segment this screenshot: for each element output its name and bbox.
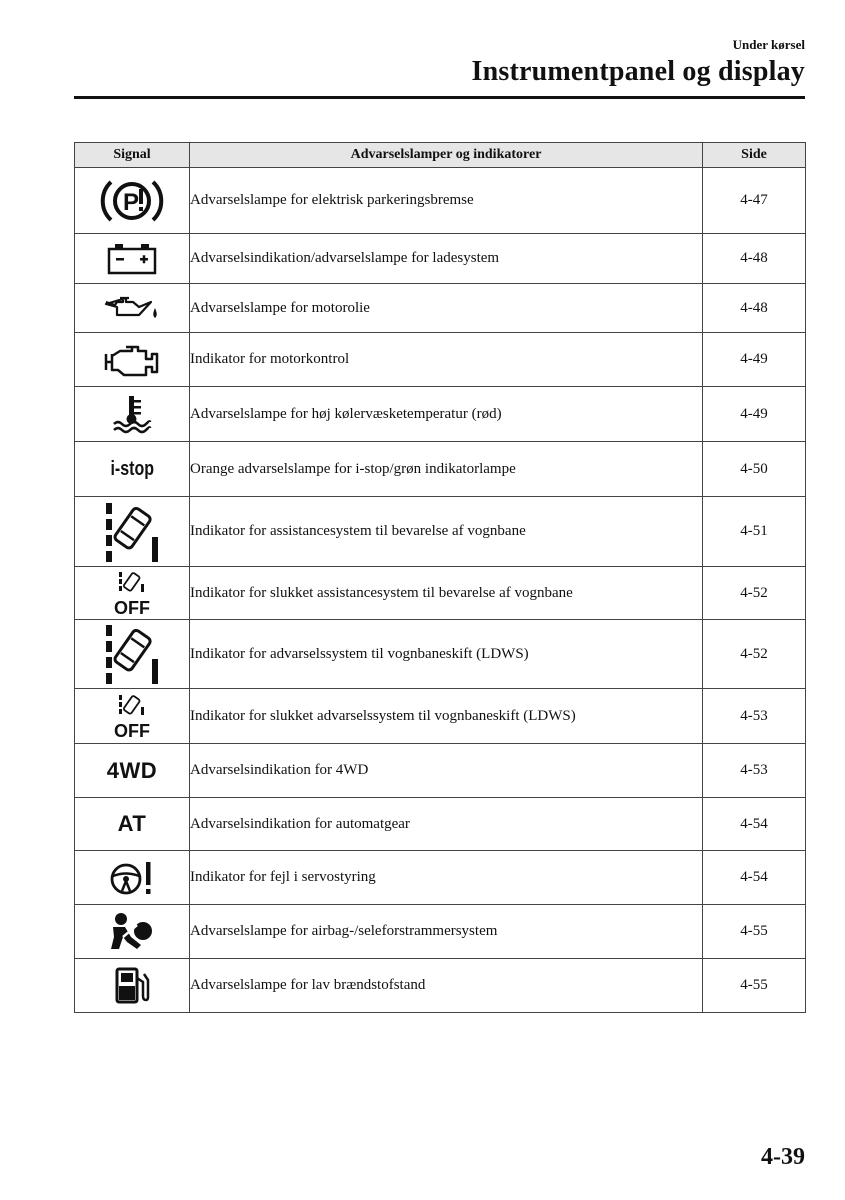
table-row — [75, 689, 806, 744]
signal-cell — [75, 497, 190, 567]
column-header-signal: Signal — [75, 143, 190, 168]
page-cell: 4-53 — [703, 744, 806, 798]
page-cell: 4-55 — [703, 905, 806, 959]
page-cell: 4-48 — [703, 284, 806, 333]
check-engine-icon — [102, 342, 162, 378]
column-header-description: Advarselslamper og indikatorer — [190, 143, 703, 168]
description-cell: Advarselsindikation for 4WD — [190, 744, 703, 798]
description-cell: Advarselsindikation for automatgear — [190, 798, 703, 851]
description-cell: Indikator for fejl i servostyring — [190, 851, 703, 905]
description-cell: Indikator for assistancesystem til bevarelse af vognbane — [190, 497, 703, 567]
signal-cell — [75, 798, 190, 851]
coolant-temperature-icon — [110, 394, 154, 434]
page-cell: 4-49 — [703, 387, 806, 442]
signal-cell — [75, 333, 190, 387]
page-cell: 4-52 — [703, 620, 806, 689]
page-cell: 4-51 — [703, 497, 806, 567]
signal-table — [74, 142, 806, 1013]
signal-cell — [75, 442, 190, 497]
description-cell: Advarselslampe for lav brændstofstand — [190, 959, 703, 1013]
lane-keep-assist-off-icon — [112, 570, 152, 616]
airbag-icon — [107, 911, 157, 953]
table-row — [75, 387, 806, 442]
signal-cell — [75, 567, 190, 620]
signal-cell — [75, 905, 190, 959]
description-cell: Indikator for slukket assistancesystem til bevarelse af vognbane — [190, 567, 703, 620]
table-row — [75, 905, 806, 959]
page-cell: 4-53 — [703, 689, 806, 744]
table-row — [75, 567, 806, 620]
table-header-row — [75, 143, 806, 168]
page-cell: 4-50 — [703, 442, 806, 497]
page-cell: 4-54 — [703, 851, 806, 905]
description-cell: Advarselslampe for elektrisk parkeringsbremse — [190, 168, 703, 234]
description-cell: Advarselslampe for airbag-/seleforstrammersystem — [190, 905, 703, 959]
svg-text:OFF: OFF — [114, 598, 150, 616]
table-row — [75, 234, 806, 284]
i-stop-icon: i-stop — [110, 457, 154, 480]
description-cell: Advarselslampe for høj kølervæsketemperatur (rød) — [190, 387, 703, 442]
page-cell: 4-52 — [703, 567, 806, 620]
svg-text:P: P — [123, 188, 140, 216]
signal-cell — [75, 234, 190, 284]
table-row — [75, 497, 806, 567]
description-cell: Indikator for slukket advarselssystem til vognbaneskift (LDWS) — [190, 689, 703, 744]
table-row — [75, 333, 806, 387]
table-row — [75, 744, 806, 798]
signal-cell — [75, 620, 190, 689]
at-icon: AT — [117, 811, 147, 836]
signal-cell — [75, 689, 190, 744]
description-cell: Orange advarselslampe for i-stop/grøn indikatorlampe — [190, 442, 703, 497]
lane-keep-assist-icon — [103, 501, 161, 563]
table-row — [75, 959, 806, 1013]
parking-brake-warning-icon — [97, 174, 167, 228]
page-cell: 4-48 — [703, 234, 806, 284]
table-row — [75, 284, 806, 333]
signal-cell — [75, 959, 190, 1013]
column-header-page: Side — [703, 143, 806, 168]
signal-cell — [75, 168, 190, 234]
4wd-icon: 4WD — [106, 757, 158, 783]
oil-can-icon — [103, 293, 161, 323]
power-steering-warning-icon — [108, 859, 156, 897]
description-cell: Indikator for advarselssystem til vognbaneskift (LDWS) — [190, 620, 703, 689]
description-cell: Indikator for motorkontrol — [190, 333, 703, 387]
table-row — [75, 798, 806, 851]
fuel-pump-icon — [112, 966, 152, 1006]
table-row — [75, 851, 806, 905]
svg-text:OFF: OFF — [114, 721, 150, 739]
signal-cell — [75, 284, 190, 333]
page-title: Instrumentpanel og display — [471, 56, 805, 87]
page-cell: 4-55 — [703, 959, 806, 1013]
page-number: 4-39 — [761, 1144, 805, 1170]
battery-charging-icon — [106, 242, 158, 276]
table-row — [75, 442, 806, 497]
page-cell: 4-54 — [703, 798, 806, 851]
table-row — [75, 620, 806, 689]
page-cell: 4-49 — [703, 333, 806, 387]
description-cell: Advarselsindikation/advarselslampe for ladesystem — [190, 234, 703, 284]
description-cell: Advarselslampe for motorolie — [190, 284, 703, 333]
lane-departure-warning-off-icon — [112, 693, 152, 739]
lane-departure-warning-icon — [103, 623, 161, 685]
table-row — [75, 168, 806, 234]
title-divider — [74, 96, 805, 99]
signal-cell — [75, 744, 190, 798]
signal-cell — [75, 851, 190, 905]
signal-cell — [75, 387, 190, 442]
section-label: Under kørsel — [732, 37, 805, 52]
page-cell: 4-47 — [703, 168, 806, 234]
